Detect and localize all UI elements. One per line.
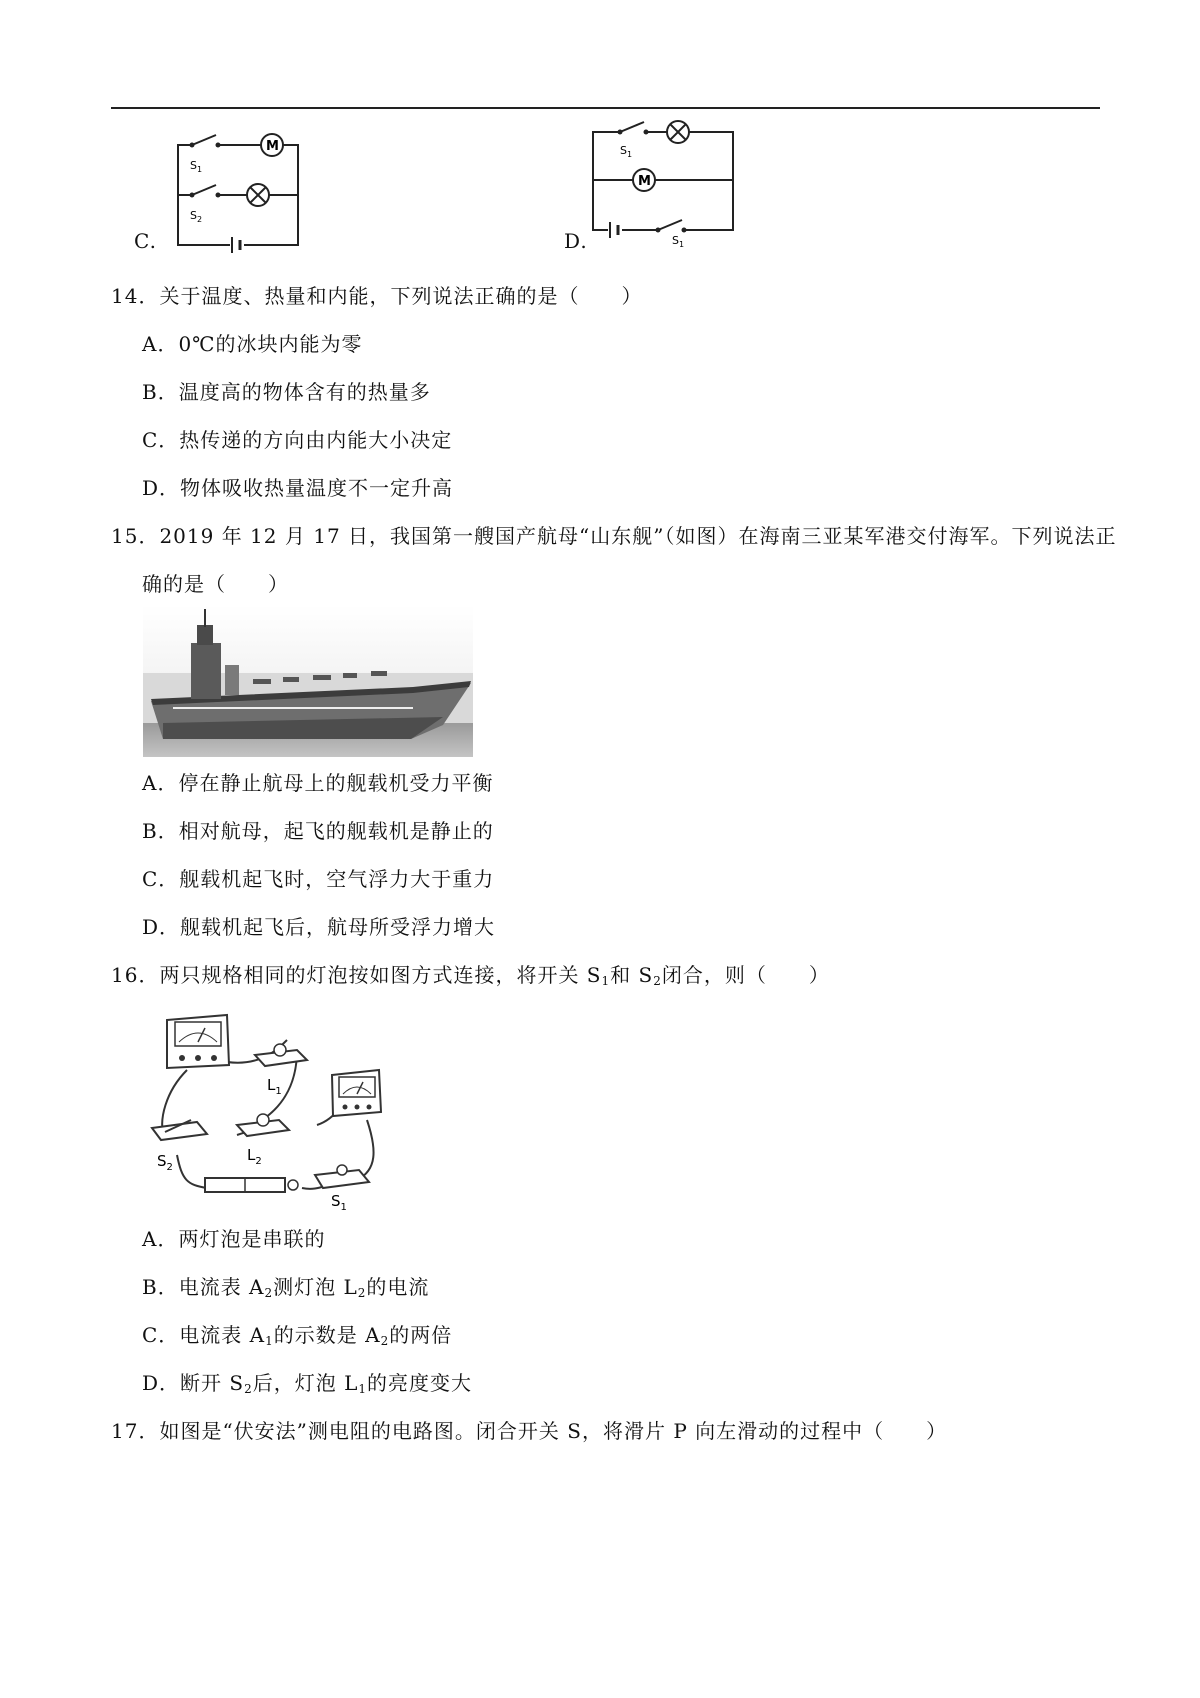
- lamp-icon: [667, 121, 689, 143]
- motor-label: M: [266, 139, 279, 154]
- switch-s1-label: $S_1$: [331, 1192, 347, 1213]
- ammeter-a1-icon: [167, 1015, 229, 1068]
- switch-label-s1: $S_1$: [190, 159, 203, 174]
- switch-label-s1: $S_1$: [620, 144, 633, 159]
- battery-pack-icon: [205, 1178, 298, 1192]
- q14-option-d: D．物体吸收热量温度不一定升高: [142, 476, 454, 500]
- q15-option-b: B．相对航母，起飞的舰载机是静止的: [142, 819, 494, 843]
- battery-icon: [608, 222, 622, 238]
- ammeter-a2-icon: [332, 1070, 381, 1116]
- lamp-l1-label: $L_1$: [267, 1076, 282, 1097]
- aircraft-carrier-photo: [143, 605, 473, 757]
- lamp-l2-label: $L_2$: [247, 1146, 262, 1167]
- q16-option-b: B．电流表 $A_2$测灯泡 $L_2$的电流: [142, 1275, 430, 1300]
- lamp-icon: [247, 184, 269, 206]
- lamp-l1-icon: [255, 1044, 307, 1066]
- q16-option-d: D．断开 $S_2$后，灯泡 $L_1$的亮度变大: [142, 1371, 473, 1396]
- header-rule: [111, 107, 1100, 109]
- q14-option-c: C．热传递的方向由内能大小决定: [142, 428, 453, 452]
- switch-s2-label: $S_2$: [157, 1152, 173, 1173]
- q16-stem: 16．两只规格相同的灯泡按如图方式连接，将开关 $S_1$和 $S_2$闭合，则（ ）: [111, 963, 830, 988]
- battery-icon: [230, 237, 244, 253]
- q15-stem-line2: 确的是（ ）: [142, 572, 289, 596]
- q15-option-c: C．舰载机起飞时，空气浮力大于重力: [142, 867, 495, 891]
- switch-s2-icon: [152, 1120, 207, 1140]
- lamp-l2-icon: [237, 1114, 289, 1136]
- motor-label: M: [638, 174, 651, 189]
- q14-option-b: B．温度高的物体含有的热量多: [142, 380, 431, 404]
- option-d-label: D.: [564, 229, 588, 253]
- q15-stem-line1: 15．2019 年 12 月 17 日，我国第一艘国产航母“山东舰”（如图）在海南三亚某军港交付海军。下列说法正: [111, 524, 1117, 548]
- q16-option-c: C．电流表 $A_1$的示数是 $A_2$的两倍: [142, 1323, 453, 1348]
- q15-option-d: D．舰载机起飞后，航母所受浮力增大: [142, 915, 496, 939]
- q17-stem: 17．如图是“伏安法”测电阻的电路图。闭合开关 S，将滑片 P 向左滑动的过程中（ ）: [111, 1419, 948, 1443]
- switch-label-s2: $S_1$: [672, 234, 685, 249]
- switch-s1-icon: [315, 1165, 369, 1188]
- q16-option-a: A．两灯泡是串联的: [142, 1227, 326, 1251]
- physical-circuit-diagram: [147, 1010, 417, 1213]
- q15-option-a: A．停在静止航母上的舰载机受力平衡: [142, 771, 494, 795]
- option-c-label: C.: [134, 229, 157, 253]
- switch-label-s2: $S_2$: [190, 209, 203, 224]
- circuit-diagram-c: [150, 125, 320, 255]
- q14-option-a: A．0℃的冰块内能为零: [142, 332, 363, 356]
- q14-stem: 14．关于温度、热量和内能，下列说法正确的是（ ）: [111, 284, 643, 308]
- circuit-diagram-d: [578, 120, 748, 249]
